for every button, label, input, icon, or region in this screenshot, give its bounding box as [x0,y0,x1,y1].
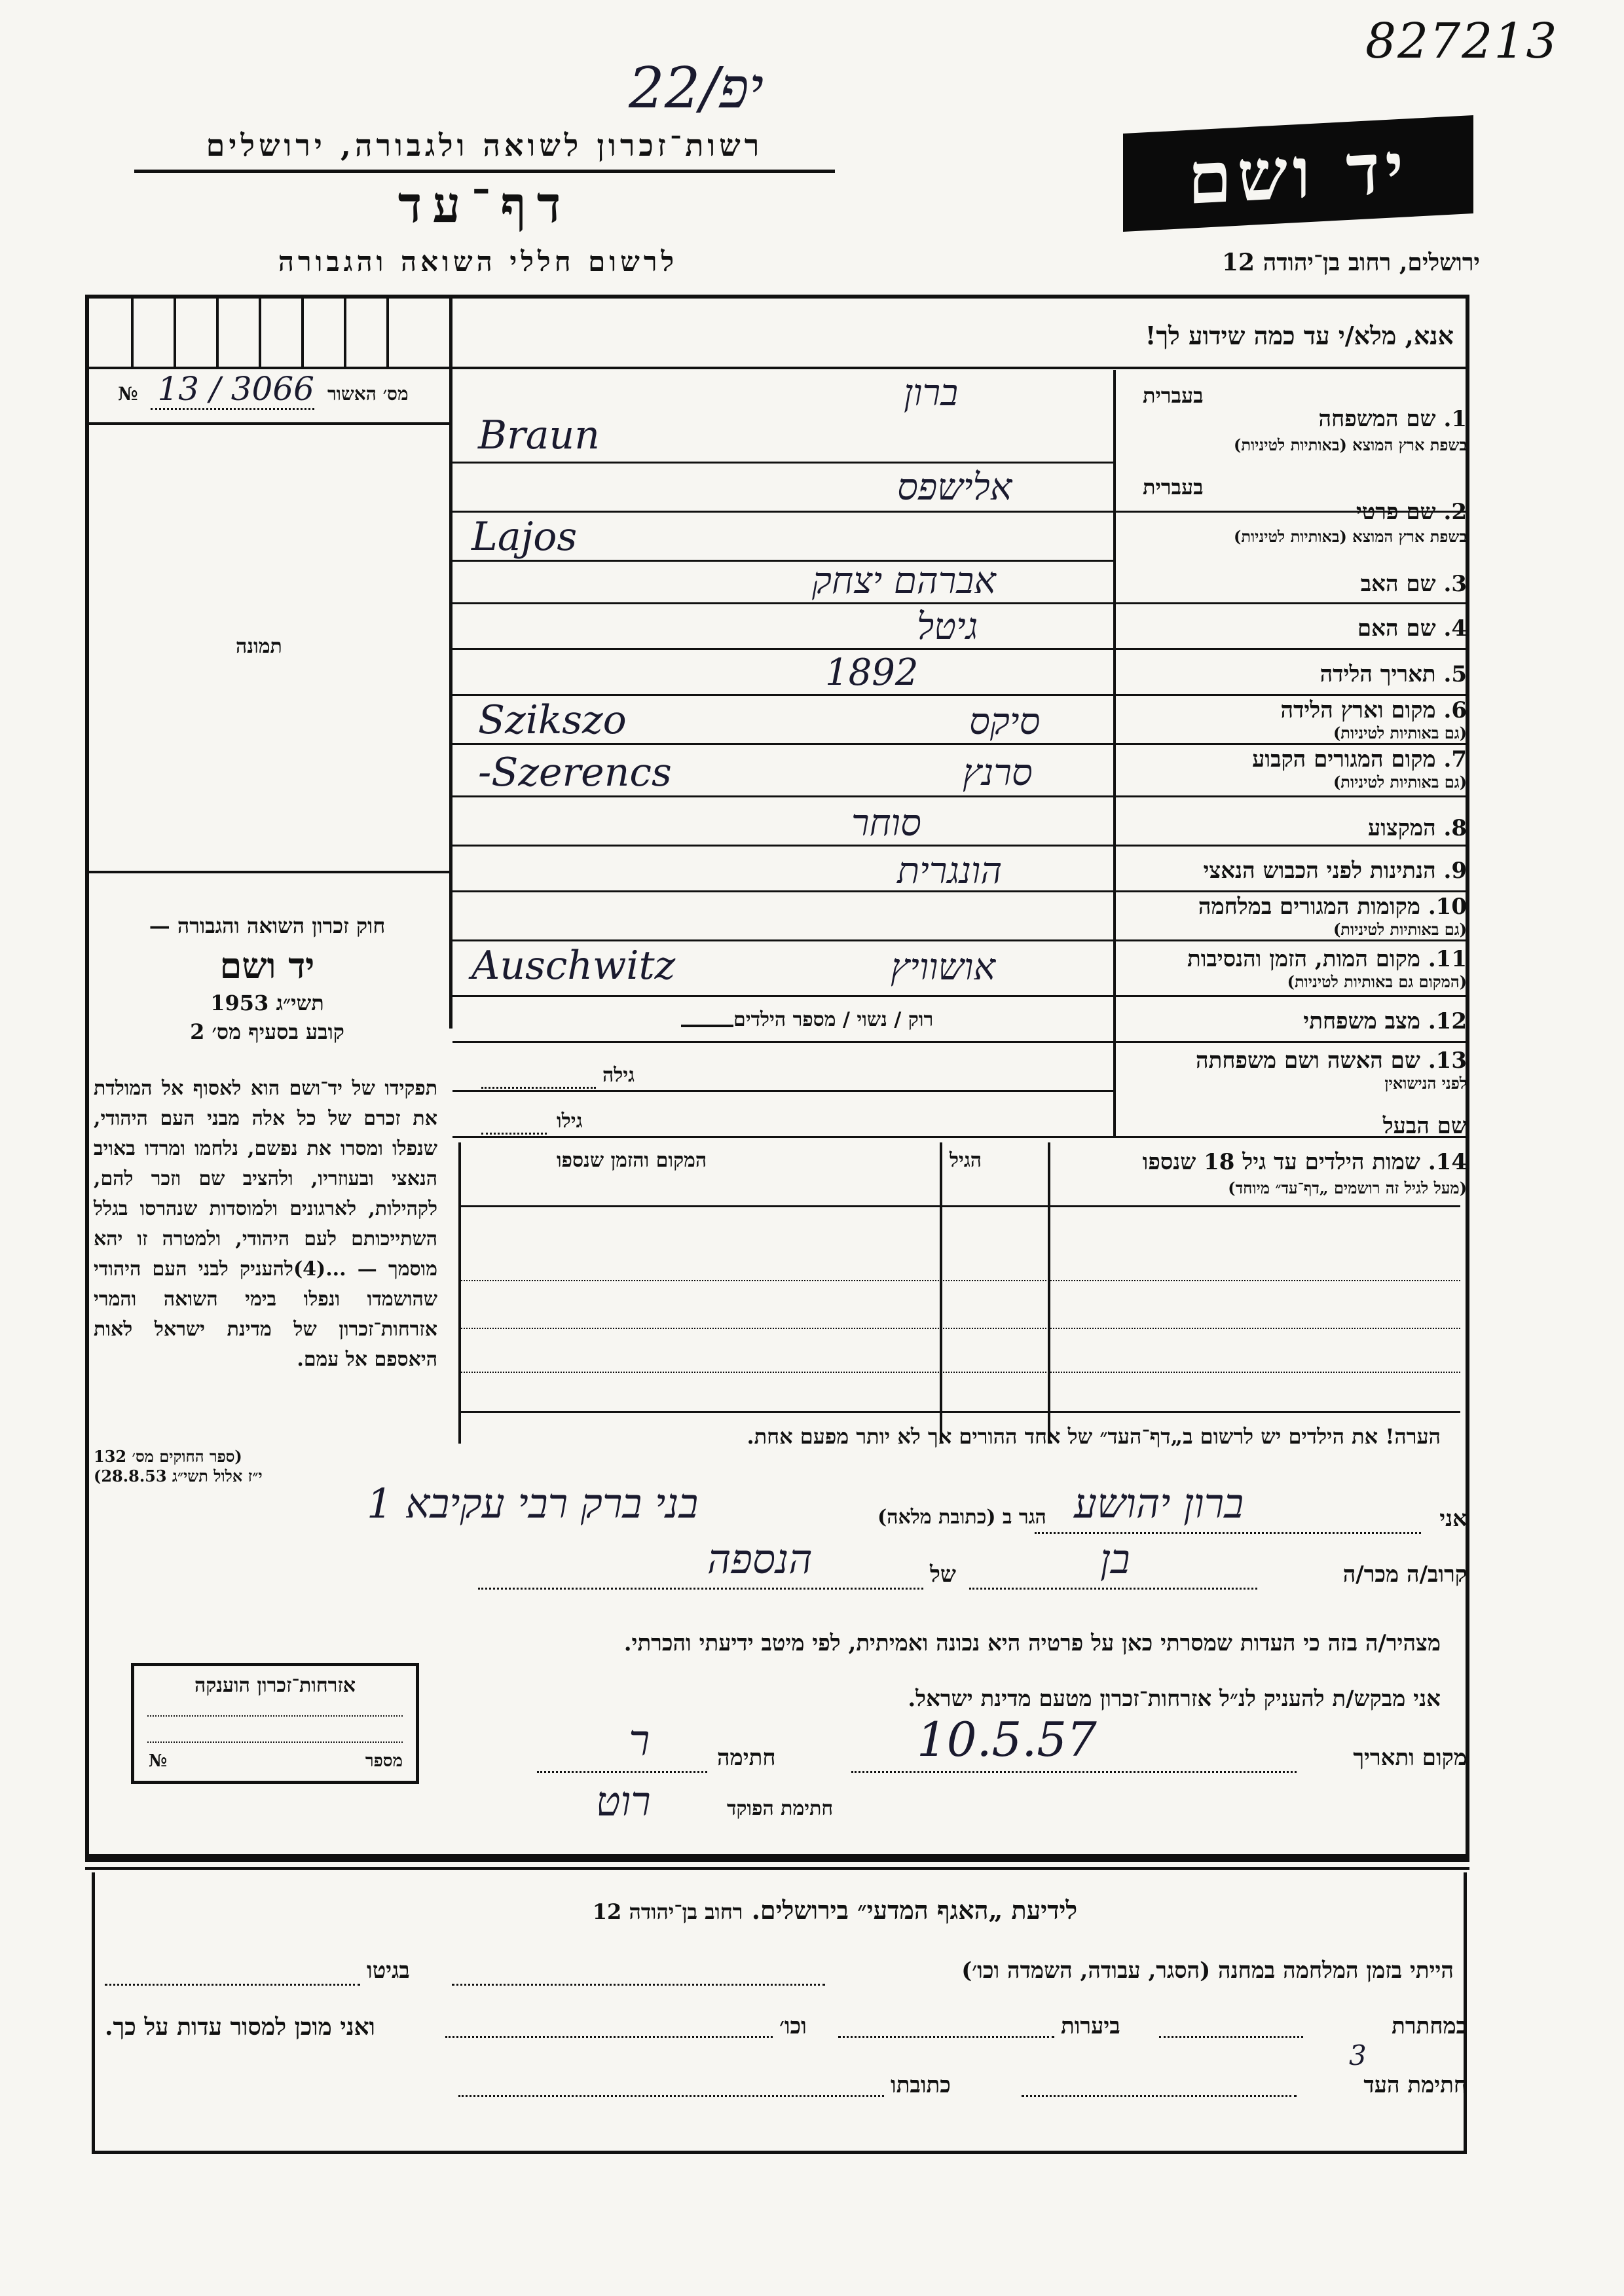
row-line [452,648,1466,650]
field-husband-label: שם הבעל [1382,1113,1467,1139]
officer-label: חתימת הפוקד [727,1797,834,1820]
hebrew-tag: בעברית [1143,475,1204,500]
camp-line [452,1984,825,1986]
label-divider [1113,370,1116,1136]
approval-label: מס׳ האשור [327,383,409,405]
row-line [452,1090,1113,1092]
header-address: ירושלים, רחוב בן־יהודה 12 [1221,249,1480,276]
declaration-i-label: אני [1439,1506,1467,1532]
declaration-statement: מצהיר/ה בזה כי העדות שמסרתי כאן על פרטיה היא נכונה ואמיתית, לפי מיטב ידיעתי והכרתי. [623,1630,1441,1656]
row-line [452,743,1466,745]
memorial-citizenship-box [131,1663,419,1784]
father-value: אברהם יצחק [812,560,996,602]
field-death-label: 11. מקום המות, הזמן והנסיבות [1187,946,1467,972]
husband-age-label: גילו [557,1110,583,1133]
children-note: הערה! את הילדים יש לרשום ב„דף־העד״ של אחד ההורים אך לא יותר מפעם אחת. [747,1424,1441,1449]
hebrew-tag: בעברית [1143,383,1204,408]
field-marital-label: 12. מצב משפחתי [1303,1008,1467,1034]
row-line [452,845,1466,847]
law-block [90,913,444,1044]
field-birthplace-label: 6. מקום וארץ הלידה [1280,697,1467,723]
witness-section-title: לידיעת „האגף המדעי״ בירושלים. רחוב בן־יהודה 12 [592,1895,1078,1925]
row-line [452,1136,1466,1138]
box-divider [89,367,449,369]
certificate-number-label: מספר [365,1751,403,1771]
yad-vashem-logo: יד ושם [1123,115,1473,232]
of-line [478,1588,923,1590]
field-residence-sub: (גם באותיות לטיניות) [1333,773,1467,792]
archive-number: 827213 [1365,13,1559,69]
page-number: 3 [1349,2039,1367,2071]
witness-address-line [458,2095,884,2097]
nationality-value: הונגרית [897,850,1003,892]
field-surname-label: 1. שם המשפחה [1318,406,1467,432]
declarant-name: ברון יהושע [1074,1480,1244,1527]
field-surname-sub: בשפת ארץ המוצא (באותיות לטיניות) [1234,435,1467,454]
tick [386,299,389,367]
tick [174,299,176,367]
underground-label: במחתרת [1392,2013,1467,2039]
surname-hebrew-value: ברון [904,372,959,414]
surname-latin-value: Braun [478,412,600,458]
witness-address-label: כתובתו [891,2072,951,2098]
husband-age-line [481,1133,547,1135]
photo-divider [89,871,449,873]
witness-signature-line [1022,2095,1297,2097]
firstname-latin-value: Lajos [471,514,578,560]
witness-signature-label: חתימת העד [1363,2072,1467,2098]
field-profession-label: 8. המקצוע [1367,815,1467,841]
law-name: יד ושם [219,945,315,987]
certificate-title: אזרחות־זכרון הוענקה [194,1674,356,1697]
ghetto-line [105,1984,360,1986]
place-date-line [851,1771,1297,1773]
residence-hebrew-value: סרנץ [963,752,1033,794]
residing-label: הגר ב (כתובת מלאה) [877,1506,1046,1529]
field-birthdate-label: 5. תאריך הלידה [1320,661,1467,687]
column-divider [449,299,452,1029]
approval-divider [89,422,449,425]
declaration-request: אני מבקש/ת להעניק לנ״ל אזרחות־זכרון מטעם מדינת ישראל. [908,1686,1441,1712]
handwritten-reference: יפ/22 [629,56,764,121]
of-label: של [930,1561,956,1588]
form-subtitle: לרשום חללי השואה והגבורה [278,246,678,278]
law-reference: (ספר החוקים מס׳ 132 י״ז אלול תשי״ג 28.8.53) [94,1447,263,1485]
place-date-label: מקום ותאריך [1353,1745,1467,1771]
children-age-header: הגיל [950,1149,982,1172]
ghetto-label: בגיטו [367,1958,410,1984]
law-year: תשי״ג 1953 [210,991,324,1015]
field-wife-sub: לפני הנישואין [1384,1074,1467,1093]
birthdate-value: 1892 [825,651,919,694]
field-nationality-label: 9. הנתינות לפני הכבוש הנאצי [1203,858,1467,884]
row-line [452,995,1466,997]
birthplace-hebrew-value: סיקס [969,701,1041,743]
place-date-value: 10.5.57 [917,1712,1097,1767]
relation-line [969,1588,1257,1590]
firstname-hebrew-value: אלישפס [897,466,1012,509]
profession-value: סוחר [851,802,921,845]
forests-label: ביערות [1061,2013,1120,2039]
wife-age-line [481,1087,596,1089]
field-father-label: 3. שם האב [1360,571,1467,597]
etc-label: וכו׳ [779,2013,807,2039]
marital-options: רוק / נשוי / מספר הילדים [733,1008,934,1031]
row-line [452,939,1466,941]
bottom-separator-2 [85,1867,1469,1870]
intro-instruction: אנא, מלא/י עד כמה שידוע לך! [1145,321,1454,350]
children-label: 14. שמות הילדים עד גיל 18 שנספו [1142,1149,1467,1175]
certificate-no-label: № [149,1751,168,1771]
marital-marker [681,1025,733,1027]
tick [131,299,134,367]
field-firstname-label: 2. שם פרטי [1356,499,1467,525]
approval-no-label: № [118,383,138,405]
children-place-header: המקום והזמן שנספו [557,1149,707,1172]
signature-line [537,1771,707,1773]
row-line [452,462,1113,464]
intro-divider [449,367,1466,369]
tick [216,299,219,367]
residence-latin-value: Szerencs- [478,750,672,795]
row-line [452,1041,1466,1043]
ready-to-testify: ואני מוכן למסור עדות על כך. [105,2013,375,2041]
tick [301,299,304,367]
underground-line [1159,2036,1303,2038]
wife-age-label: גילה [602,1064,635,1087]
field-wartime-residence-label: 10. מקומות המגורים במלחמה [1198,894,1467,920]
mother-value: גיטל [917,606,978,648]
field-wartime-residence-sub: (גם באותיות לטיניות) [1333,920,1467,939]
death-hebrew-value: אושוויץ [891,946,996,989]
tick [344,299,346,367]
relation-value: בן [1100,1535,1130,1583]
law-title: חוק זכרון השואה והגבורה — [149,913,386,938]
field-wife-label: 13. שם האשה ושם משפחתה [1196,1048,1467,1074]
form-title: דף־עד [397,175,572,234]
law-clause: קובע בסעיף מס׳ 2 [190,1019,344,1044]
forests-line [838,2036,1054,2038]
signature-label: חתימה [717,1745,776,1771]
row-line [452,795,1466,797]
bottom-separator [85,1858,1469,1862]
organization-name: רשות־זכרון לשואה ולגבורה, ירושלים [134,128,835,173]
field-birthplace-sub: (גם באותיות לטיניות) [1333,723,1467,742]
declarant-address: בני ברק רבי עקיבא 1 [367,1480,699,1527]
relative-label: קרוב/ה מכר/ה [1342,1561,1467,1588]
death-latin-value: Auschwitz [471,943,676,989]
camp-statement: הייתי בזמן המלחמה במחנה (הסגר, עבודה, השמדה וכו׳) [961,1958,1454,1984]
row-line [452,602,1466,604]
field-death-sub: (המקום גם באותיות לטיניות) [1287,972,1467,991]
of-name-value: הנספה [707,1535,813,1583]
tick [259,299,261,367]
law-text: תפקידו של יד־ושם הוא לאסוף אל המולדת את זכרם של כל אלה מבני העם היהודי, שנפלו ומסרו את נפשם, נלחמו ומרדו באויב הנאצי ובעוזריו, ולהציב שם וזכר להם, לקהילות, לארגונים ולמוסדות שנהרסו בגלל השתייכותם לעם היהודי, ולמטרה זו יהא מוסמך — ...(4)להעניק לבני העם היהודי שהושמדו ונפלו בימי השואה והמרי אזרחות־זכרון של מדינת ישראל לאות היאספם אל עמם. [94,1077,437,1371]
declarant-line [1035,1532,1421,1534]
row-line [452,511,1466,513]
approval-number: 3066 / 13 [151,370,314,410]
row-line [452,694,1466,696]
signature-value: ר [629,1715,650,1766]
photo-label: תמונה [236,635,282,658]
field-mother-label: 4. שם האם [1357,615,1467,642]
row-line [452,560,1113,562]
birthplace-latin-value: Szikszo [478,697,627,743]
field-residence-label: 7. מקום המגורים הקבוע [1252,746,1467,773]
etc-line [445,2036,773,2038]
field-firstname-sub: בשפת ארץ המוצא (באותיות לטיניות) [1234,527,1467,546]
children-sub: (מעל לגיל זה רושמים „דף־עד״ מיוחד) [1228,1178,1467,1197]
officer-signature: רוט [596,1777,651,1825]
